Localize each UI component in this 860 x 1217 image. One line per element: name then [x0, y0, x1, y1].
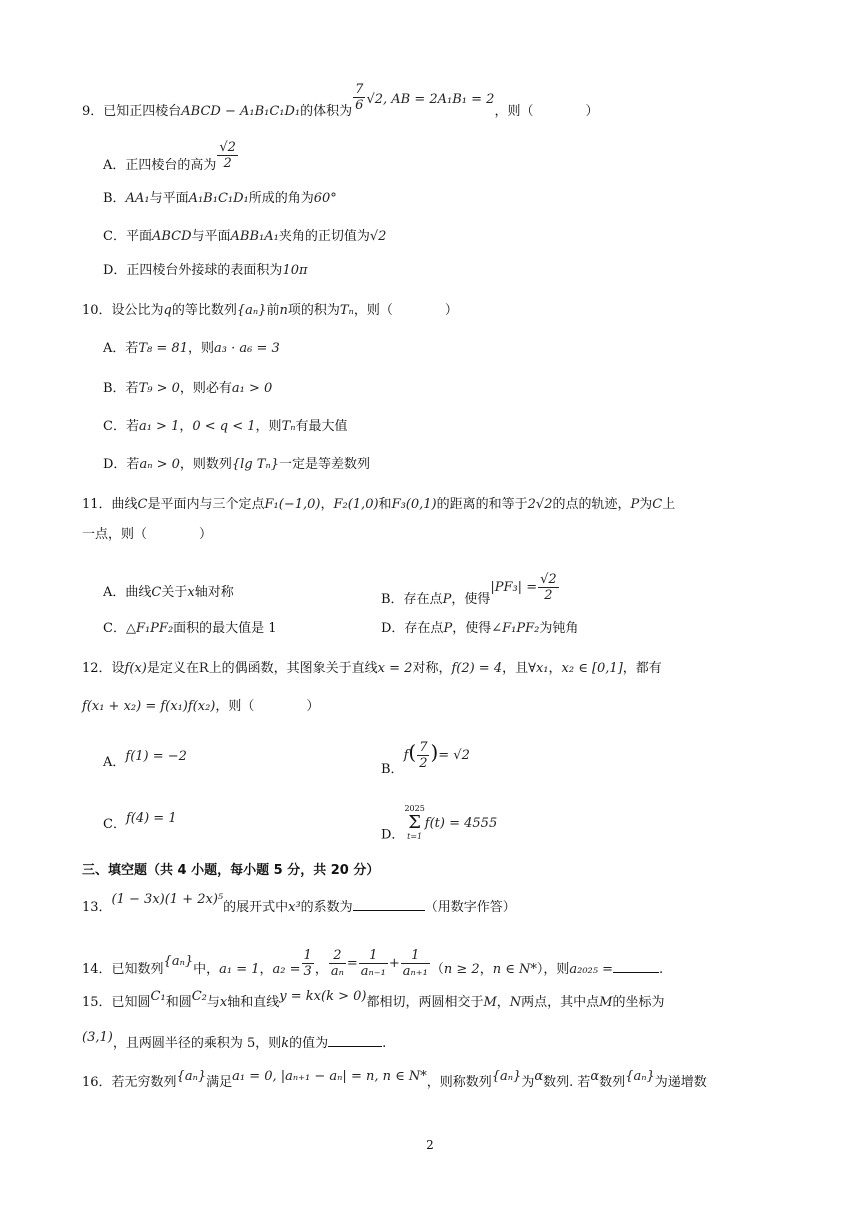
text: 满足	[206, 1075, 233, 1090]
answer-blank[interactable]	[613, 958, 659, 973]
math: 2√2	[527, 497, 553, 512]
option-label: B．存在点	[381, 592, 443, 607]
math: a₂₀₂₅ =	[569, 962, 613, 977]
question-15	[82, 989, 665, 1012]
option-label: B．若	[103, 381, 139, 396]
question-12-option-d	[381, 804, 498, 854]
question-12-stem	[82, 660, 662, 678]
text: ，则	[187, 341, 214, 356]
math: 60°	[313, 191, 337, 206]
question-11-option-b	[381, 572, 560, 615]
fraction-numerator: √2	[540, 572, 557, 587]
text: .	[658, 962, 664, 977]
fraction-denominator: 2	[223, 156, 232, 171]
option-label: A．曲线	[103, 585, 152, 600]
math: (1 − 3x)(1 + 2x)⁵	[111, 892, 224, 907]
math: {aₙ}	[491, 1069, 522, 1084]
fraction	[217, 140, 238, 171]
math: a₁ > 0	[231, 381, 273, 396]
math: f(4) = 1	[125, 811, 177, 826]
math: q	[163, 303, 172, 318]
question-9-option-d	[103, 262, 308, 280]
math: F₃(0,1)	[391, 497, 437, 512]
fraction	[329, 948, 346, 979]
math: F₂(1,0)	[333, 497, 379, 512]
text: 15．已知圆	[82, 995, 151, 1010]
math: x	[187, 585, 195, 600]
text: 10．设公比为	[82, 303, 164, 318]
math: Tₙ	[281, 419, 296, 434]
text: 的体积为	[300, 104, 353, 119]
text: 11．曲线	[82, 497, 138, 512]
fraction-numerator: 1	[303, 948, 312, 963]
text: 13．	[82, 900, 112, 915]
math: {aₙ}	[625, 1069, 655, 1084]
text: ，则（ ）	[353, 303, 458, 318]
question-11-option-c	[103, 620, 277, 638]
text: ，则称数列	[426, 1075, 492, 1090]
math: α	[590, 1069, 600, 1084]
math: ∀x₁	[528, 661, 549, 676]
text: ，	[548, 661, 562, 676]
plus-sign: +	[388, 956, 400, 971]
text: 为钝角	[539, 621, 579, 636]
fraction-denominator: 2	[544, 588, 553, 603]
fraction-denominator: 3	[303, 964, 312, 979]
text: ，则必有	[179, 381, 232, 396]
text: ，使得	[452, 621, 492, 636]
text: 是平面内与三个定点	[147, 497, 265, 512]
question-13	[82, 892, 516, 917]
math: f(x)	[124, 661, 147, 676]
question-12-option-b	[381, 740, 470, 785]
fraction-numerator: 1	[401, 948, 430, 964]
text: ，则数列	[179, 457, 232, 472]
text: 对称，	[412, 661, 452, 676]
option-label: D．若	[103, 457, 140, 472]
fraction-denominator: aₙ₋₁	[360, 964, 386, 979]
text: ），则	[536, 962, 570, 977]
math: a₂ =	[272, 962, 301, 977]
math: f	[403, 748, 409, 763]
math: y = kx(k > 0)	[279, 989, 367, 1004]
math: f(1) = −2	[125, 749, 187, 764]
math: √2	[369, 229, 387, 244]
paren-right: )	[430, 740, 439, 764]
math: a₃ · a₆ = 3	[214, 341, 280, 356]
math: N	[509, 995, 522, 1010]
option-label: B．	[381, 762, 404, 777]
fraction	[417, 740, 429, 771]
text: ，则（ ）	[215, 699, 320, 714]
text: 有最大值	[295, 419, 348, 434]
text: 前	[266, 303, 280, 318]
option-label: C．	[103, 621, 126, 636]
fraction	[401, 948, 430, 979]
fraction-numerator: 1	[359, 948, 388, 964]
math: AA₁	[125, 191, 150, 206]
text: （	[430, 962, 444, 977]
math: n ≥ 2	[443, 962, 480, 977]
math: M	[483, 995, 497, 1010]
text: 上的偶函数，其图象关于直线	[208, 661, 378, 676]
math: = √2	[438, 748, 470, 763]
text: 的距离的和等于	[436, 497, 528, 512]
text: 为递增数	[654, 1075, 707, 1090]
math: 10π	[282, 263, 308, 278]
text: 12．设	[82, 661, 125, 676]
math: aₙ > 0	[139, 457, 180, 472]
text: ，	[320, 497, 334, 512]
text: 一点，则（ ）	[82, 527, 213, 542]
math: f(x₁ + x₂) = f(x₁)f(x₂)	[82, 699, 216, 714]
question-11-option-a	[103, 584, 234, 602]
math: T₈ = 81	[138, 341, 188, 356]
question-10-option-d	[103, 456, 370, 474]
text: ，则	[255, 419, 282, 434]
fraction-numerator: 2	[329, 948, 346, 964]
text: 两点，其中点	[521, 995, 600, 1010]
text: 和	[378, 497, 392, 512]
summation-upper: 2025	[404, 804, 425, 813]
text: 的点的轨迹，	[552, 497, 631, 512]
question-11-stem	[82, 496, 675, 514]
math: ∠F₁PF₂	[491, 621, 540, 636]
text: ，	[259, 962, 273, 977]
summation	[404, 804, 424, 842]
text: 是定义在	[146, 661, 199, 676]
text: ，	[479, 962, 493, 977]
text: 的展开式中	[223, 900, 289, 915]
math: Tₙ	[339, 303, 354, 318]
section-title: 三、填空题（共 4 小题，每小题 5 分，共 20 分）	[82, 863, 380, 878]
math: (3,1)	[82, 1030, 113, 1045]
question-10-option-c	[103, 418, 348, 436]
question-12-option-a	[103, 749, 187, 772]
text: 上	[662, 497, 676, 512]
text: 与平面	[191, 229, 231, 244]
fraction	[353, 82, 365, 113]
math: C	[151, 585, 162, 600]
math: k	[281, 1036, 290, 1051]
answer-blank[interactable]	[328, 1032, 382, 1047]
math: a₁ = 1	[219, 962, 260, 977]
answer-blank[interactable]	[353, 896, 425, 911]
question-11-stem-line-2	[82, 526, 212, 544]
option-label: C．	[103, 817, 126, 832]
math: ABB₁A₁	[230, 229, 279, 244]
option-label: B．	[103, 191, 126, 206]
math: P	[443, 621, 453, 636]
math: x = 2	[377, 661, 413, 676]
math: C	[137, 497, 148, 512]
math: C₁	[150, 989, 166, 1004]
math: f(t) = 4555	[424, 815, 498, 831]
fraction-denominator: aₙ	[330, 964, 344, 979]
text: 项的积为	[287, 303, 340, 318]
fraction-denominator: 2	[419, 756, 428, 771]
math: C	[652, 497, 663, 512]
question-10-stem	[82, 302, 458, 320]
option-label: D．	[381, 827, 405, 843]
option-label: A．若	[103, 341, 139, 356]
text: ，则（ ）	[494, 104, 599, 119]
text: ，且两圆半径的乘积为 5，则	[112, 1036, 282, 1051]
math: a₁ > 1	[138, 419, 180, 434]
fraction-numerator: 7	[419, 740, 428, 755]
text: 所成的角为	[248, 191, 314, 206]
math: ABCD − A₁B₁C₁D₁	[181, 104, 301, 119]
text: 为	[639, 497, 653, 512]
question-12-stem-line-2	[82, 698, 319, 716]
option-label: A．	[103, 755, 126, 770]
math: P	[442, 592, 452, 607]
math: △F₁PF₂	[125, 621, 174, 636]
math: f(2) = 4	[451, 661, 503, 676]
fraction-numerator: √2	[219, 140, 236, 155]
text: 夹角的正切值为	[278, 229, 370, 244]
text: 16．若无穷数列	[82, 1075, 177, 1090]
text: 为	[521, 1075, 535, 1090]
text: 与平面	[149, 191, 189, 206]
equals-sign: =	[346, 956, 358, 971]
question-9-option-c	[103, 228, 386, 246]
math: {aₙ}	[176, 1069, 207, 1084]
text: 面积的最大值是 1	[173, 621, 277, 636]
math: R	[198, 661, 209, 676]
text: 的值为	[289, 1036, 329, 1051]
math: {aₙ}	[163, 954, 194, 969]
question-12-option-c	[103, 811, 177, 834]
math: {lg Tₙ}	[231, 457, 279, 472]
math: C₂	[191, 989, 207, 1004]
text: 的坐标为	[612, 995, 665, 1010]
text: ，使得	[451, 592, 491, 607]
text: 一定是等差数列	[279, 457, 371, 472]
math: T₉ > 0	[138, 381, 180, 396]
math: x³	[288, 900, 301, 915]
fraction-numerator: 7	[355, 82, 364, 97]
text: 中，	[193, 962, 220, 977]
text: （用数字作答）	[424, 900, 516, 915]
text: 9．已知正四棱台	[82, 104, 182, 119]
math: M	[599, 995, 613, 1010]
fraction	[538, 572, 559, 603]
math: ABCD	[151, 229, 192, 244]
question-15-line-2	[82, 1032, 386, 1053]
math: F₁(−1,0)	[264, 497, 321, 512]
text: ，都有	[622, 661, 662, 676]
question-9-option-a	[103, 140, 239, 181]
option-label: D．正四棱台外接球的表面积为	[103, 263, 283, 278]
question-10-option-b	[103, 380, 272, 398]
math: x₂ ∈ [0,1]	[561, 661, 623, 676]
text: 的等比数列	[171, 303, 237, 318]
math: |PF₃| =	[490, 580, 538, 595]
math: n	[279, 303, 288, 318]
option-label: D．存在点	[381, 621, 444, 636]
sigma-symbol: Σ	[408, 812, 421, 833]
question-9-option-b	[103, 190, 337, 208]
math: P	[630, 497, 640, 512]
text: ，	[496, 995, 510, 1010]
math: A₁B₁C₁D₁	[188, 191, 249, 206]
text: ，且	[502, 661, 529, 676]
question-10-option-a	[103, 340, 280, 358]
math: √2, AB = 2A₁B₁ = 2	[366, 92, 495, 107]
paren-left: (	[408, 740, 417, 764]
text: 与	[206, 995, 220, 1010]
text: 数列. 若	[543, 1075, 591, 1090]
question-11-option-d	[381, 620, 578, 638]
fraction-denominator: aₙ₊₁	[402, 964, 428, 979]
math: n ∈ N*	[492, 962, 537, 977]
math: a₁ = 0, |aₙ₊₁ − aₙ| = n, n ∈ N*	[232, 1069, 427, 1084]
text: 和圆	[165, 995, 192, 1010]
fraction	[359, 948, 388, 979]
question-16	[82, 1069, 707, 1092]
option-label: A．正四棱台的高为	[103, 158, 217, 173]
text: ，	[179, 419, 193, 434]
math: {aₙ}	[236, 303, 267, 318]
math: α	[534, 1069, 544, 1084]
option-label: C．若	[103, 419, 139, 434]
question-9-stem	[82, 82, 599, 127]
page-number: 2	[426, 1138, 434, 1152]
text: 轴和直线	[227, 995, 280, 1010]
text: 关于	[161, 585, 188, 600]
text: 都相切，两圆相交于	[366, 995, 484, 1010]
math: 0 < q < 1	[192, 419, 256, 434]
text: 的系数为	[300, 900, 353, 915]
fraction	[302, 948, 314, 979]
option-label: C．平面	[103, 229, 152, 244]
text: 轴对称	[194, 585, 234, 600]
text: .	[382, 1036, 387, 1051]
fraction-denominator: 6	[355, 98, 364, 113]
question-14	[82, 948, 664, 985]
text: 数列	[599, 1075, 626, 1090]
summation-lower: t=1	[407, 832, 423, 841]
text: ，	[314, 962, 328, 977]
math: x	[219, 995, 228, 1010]
text: 14．已知数列	[82, 962, 164, 977]
